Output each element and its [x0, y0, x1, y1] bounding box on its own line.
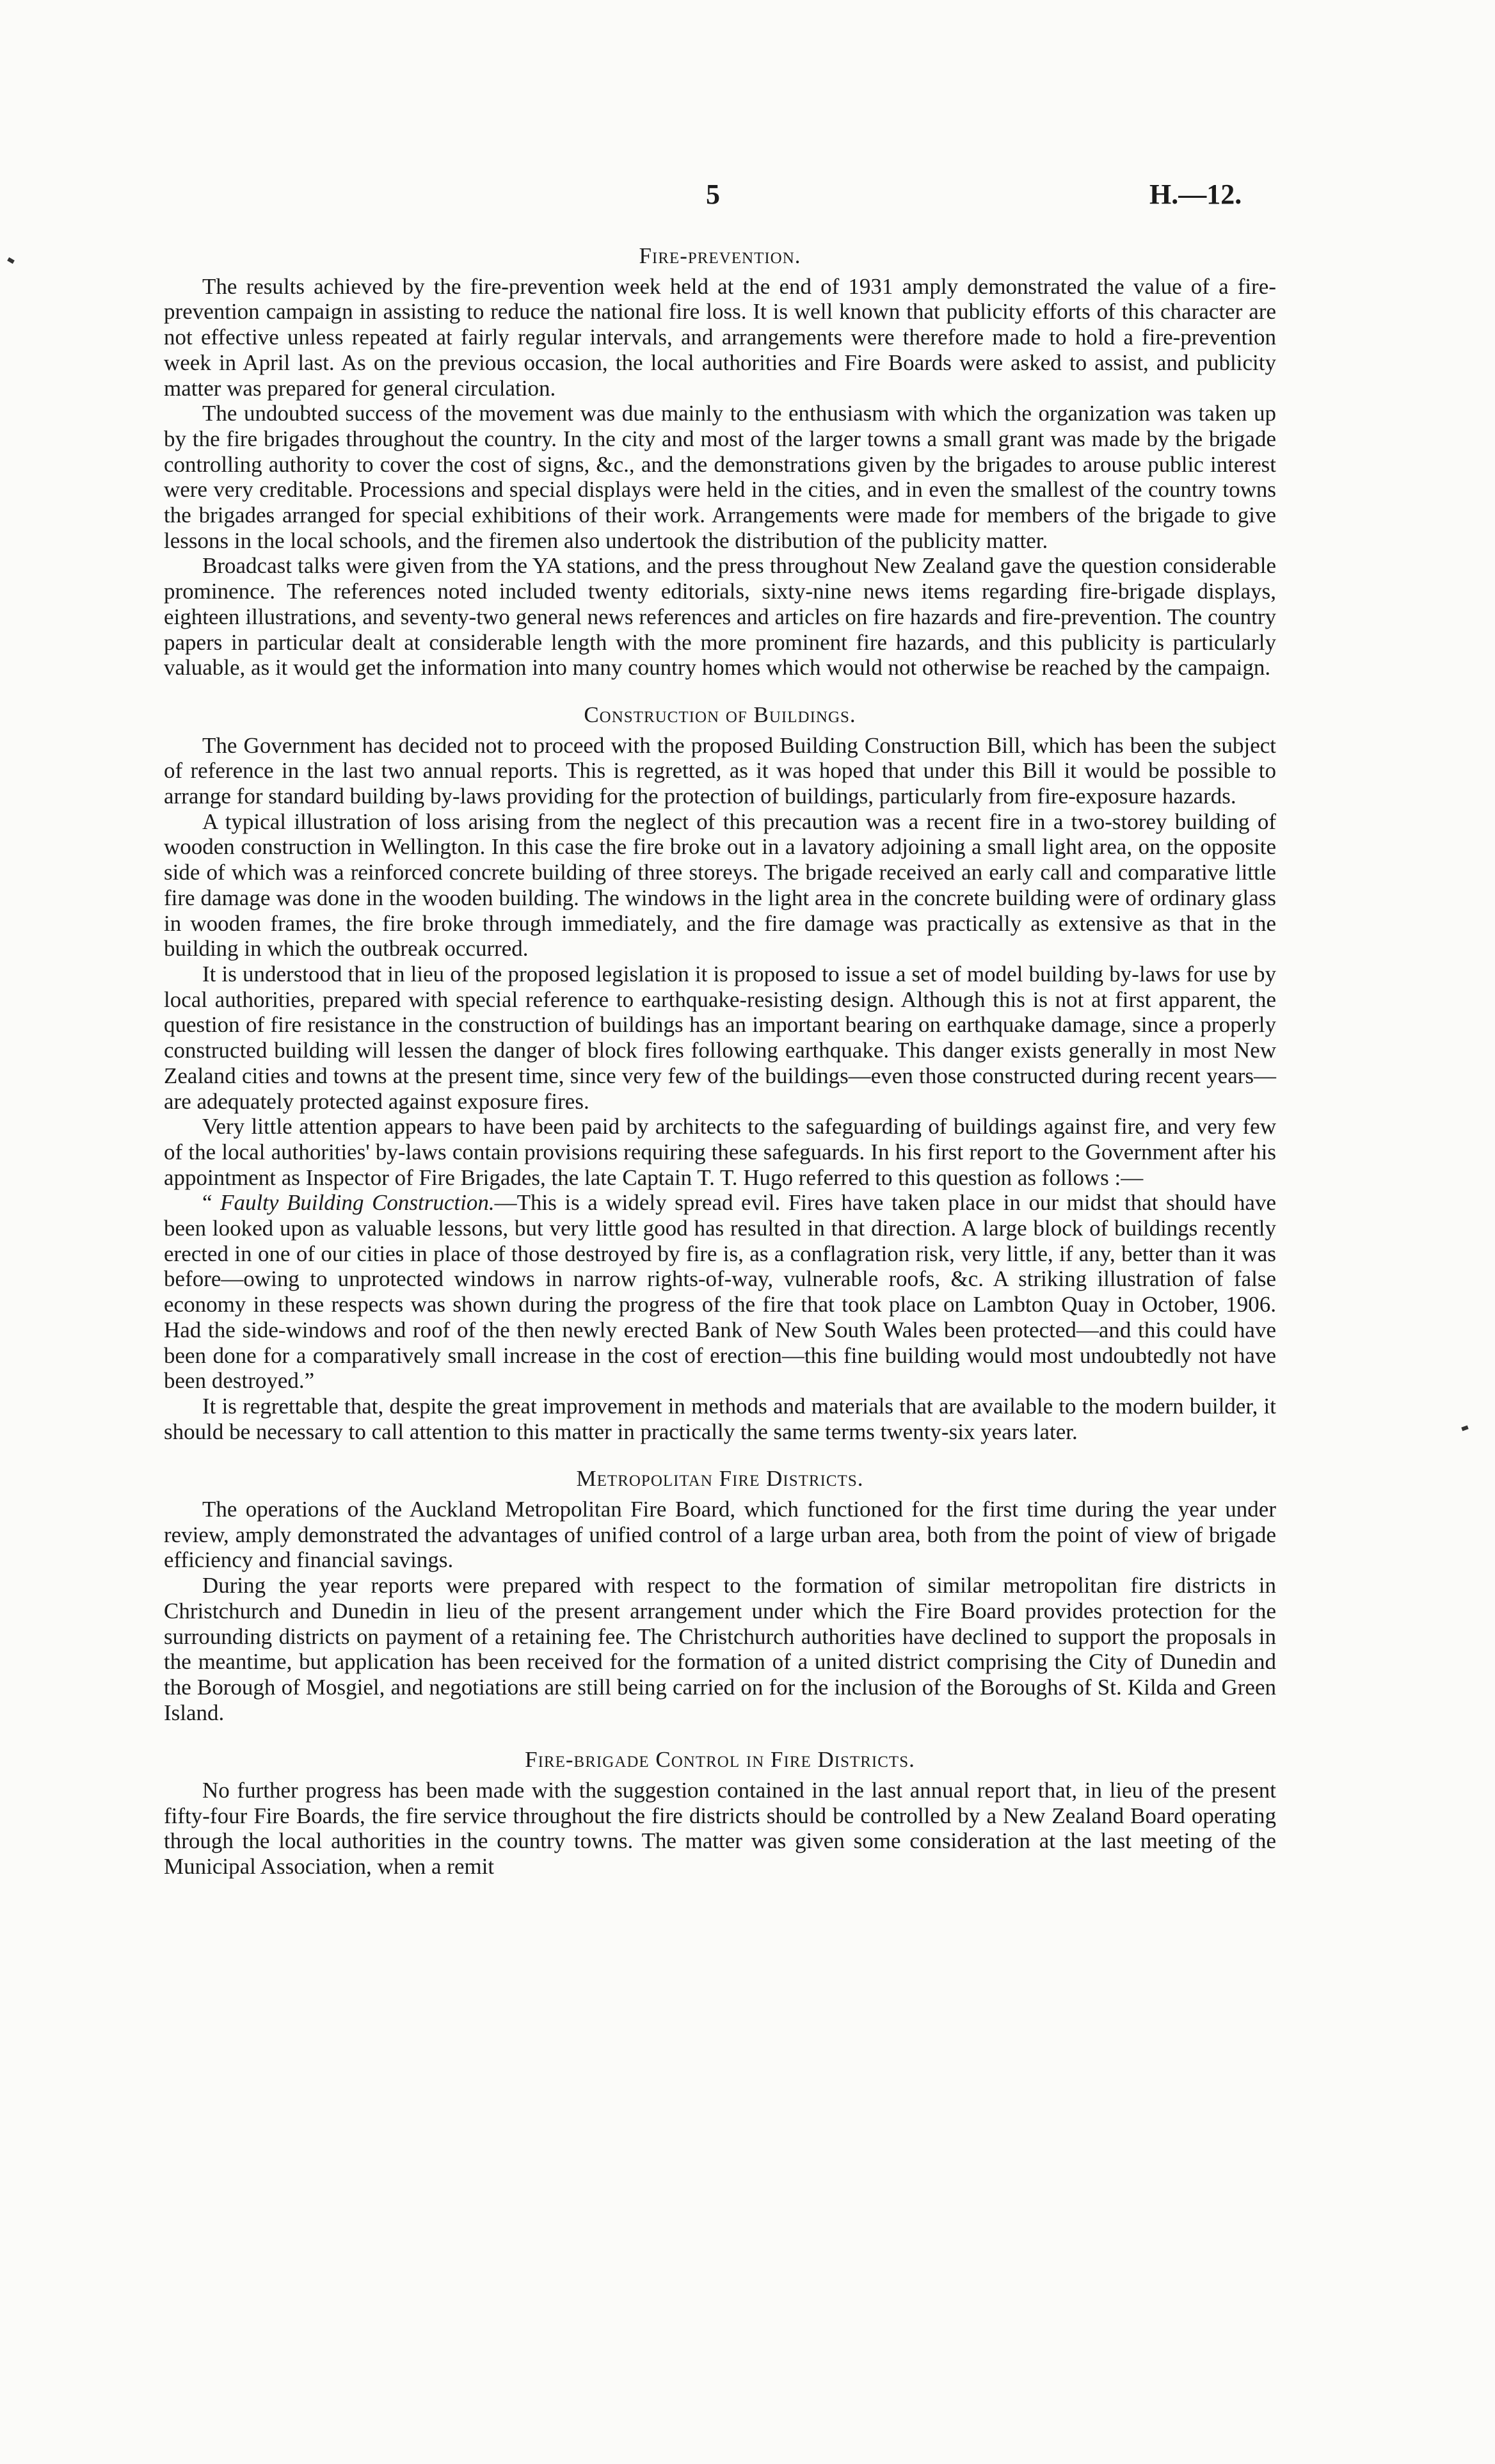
paragraph: The undoubted success of the movement was due mainly to the enthusiasm with which the organization was taken up by the fire brigades throughout the country. In the city and most of the larger towns a small grant was made by the brigade controlling authority to cover the cost of signs, &c., and the demonstrations given by the brigades to arouse public interest were very creditable. Processions and special displays were held in the cities, and in even the smallest of the country towns the brigades arranged for special exhibitions of their work. Arrangements were made for members of the brigade to give lessons in the local schools, and the firemen also undertook the distribution of the publicity matter. — [164, 401, 1276, 553]
section-heading-brigade-control: Fire-brigade Control in Fire Districts. — [525, 1747, 915, 1773]
scan-mark — [1461, 1425, 1468, 1431]
body-text — [164, 243, 1276, 1880]
paragraph: During the year reports were prepared with respect to the formation of similar metropolitan fire districts in Christchurch and Dunedin in lieu of the present arrangement under which the Fire Board provides protection for the surrounding districts on payment of a retaining fee. The Christchurch authorities have declined to support the proposals in the meantime, but application has been received for the formation of a united district comprising the City of Dunedin and the Borough of Mosgiel, and negotiations are still being carried on for the inclusion of the Boroughs of St. Kilda and Green Island. — [164, 1573, 1276, 1725]
quoted-paragraph — [164, 1190, 1276, 1394]
paragraph: Broadcast talks were given from the YA stations, and the press throughout New Zealand gave the question considerable prominence. The references noted included twenty editorials, sixty-nine news items regarding fire-brigade displays, eighteen illustrations, and seventy-two general news references and articles on fire hazards and fire-prevention. The country papers in particular dealt at considerable length with the more prominent fire hazards, and this publicity is particularly valuable, as it would get the information into many country homes which would not otherwise be reached by the campaign. — [164, 553, 1276, 680]
paragraph: The operations of the Auckland Metropolitan Fire Board, which functioned for the first time during the year under review, amply demonstrated the advantages of unified control of a large urban area, both from the point of view of brigade efficiency and financial savings. — [164, 1497, 1276, 1573]
paragraph: A typical illustration of loss arising from the neglect of this precaution was a recent fire in a two-storey building of wooden construction in Wellington. In this case the fire broke out in a lavatory adjoining a small light area, on the opposite side of which was a reinforced concrete building of three storeys. The brigade received an early call and comparative little fire damage was done in the wooden building. The windows in the light area in the concrete building were of ordinary glass in wooden frames, the fire broke through immediately, and the fire damage was practically as extensive as that in the building in which the outbreak occurred. — [164, 809, 1276, 962]
quote-open: “ — [202, 1190, 221, 1216]
paragraph: It is understood that in lieu of the proposed legislation it is proposed to issue a set of model building by-laws for use by local authorities, prepared with special reference to earthquake-resisting design. Although this is not at first apparent, the question of fire resistance in the construction of buildings has an important bearing on earthquake damage, since a properly constructed building will lessen the danger of block fires following earthquake. This danger exists generally in most New Zealand cities and towns at the present time, since very few of the buildings—even those constructed during recent years—are adequately protected against exposure fires. — [164, 961, 1276, 1114]
section-heading-metropolitan: Metropolitan Fire Districts. — [576, 1466, 864, 1492]
section-heading-fire-prevention: Fire-prevention. — [639, 243, 801, 268]
paragraph: The results achieved by the fire-prevention week held at the end of 1931 amply demonstrated the value of a fire-prevention campaign in assisting to reduce the national fire loss. It is well known that publicity efforts of this character are not effective unless repeated at fairly regular intervals, and arrangements were therefore made to hold a fire-prevention week in April last. As on the previous occasion, the local authorities and Fire Boards were asked to assist, and publicity matter was prepared for general circulation. — [164, 273, 1276, 401]
quote-italic-title: Faulty Building Construction. — [220, 1190, 495, 1216]
quote-text: —This is a widely spread evil. Fires have taken place in our midst that should have been looked upon as valuable lessons, but very little good has resulted in that direction. A large block of buildings recently erected in one of our cities in place of those destroyed by fire is, as a conflagration risk, very little, if any, better than it was before—owing to unprotected windows in narrow rights-of-way, vulnerable roofs, &c. A striking illustration of false economy in these respects was shown during the progress of the fire that took place on Lambton Quay in October, 1906. Had the side-windows and roof of the then newly erected Bank of New South Wales been protected—and this could have been done for a comparatively small increase in the cost of erection—this fine building would most undoubtedly not have been destroyed.” — [164, 1190, 1276, 1394]
document-reference: H.—12. — [1149, 179, 1242, 210]
scan-mark — [7, 257, 15, 264]
paragraph: It is regrettable that, despite the great improvement in methods and materials that are available to the modern builder, it should be necessary to call attention to this matter in practically the same terms twenty-six years later. — [164, 1393, 1276, 1444]
page-number: 5 — [706, 179, 720, 210]
section-heading-construction: Construction of Buildings. — [584, 702, 856, 727]
paragraph: No further progress has been made with the suggestion contained in the last annual report that, in lieu of the present fifty-four Fire Boards, the fire service throughout the fire districts should be controlled by a New Zealand Board operating through the local authorities in the country towns. The matter was given some consideration at the last meeting of the Municipal Association, when a remit — [164, 1778, 1276, 1880]
paragraph: Very little attention appears to have been paid by architects to the safeguarding of buildings against fire, and very few of the local authorities' by-laws contain provisions requiring these safeguards. In his first report to the Government after his appointment as Inspector of Fire Brigades, the late Captain T. T. Hugo referred to this question as follows :— — [164, 1114, 1276, 1190]
paragraph: The Government has decided not to proceed with the proposed Building Construction Bill, which has been the subject of reference in the last two annual reports. This is regretted, as it was hoped that under this Bill it would be possible to arrange for standard building by-laws providing for the protection of buildings, particularly from fire-exposure hazards. — [164, 732, 1276, 809]
